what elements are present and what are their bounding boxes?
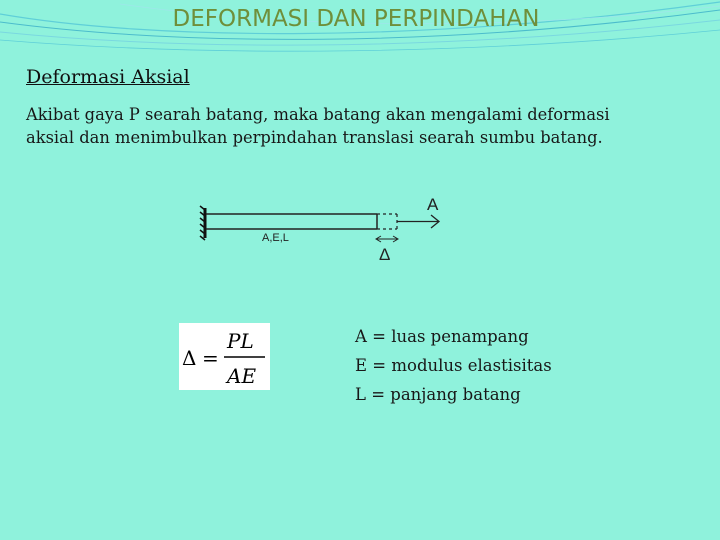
- body-line-1: Akibat gaya P searah batang, maka batang akan mengalami deformasi: [26, 105, 610, 124]
- formula-denominator: AE: [227, 364, 257, 388]
- bar: [206, 214, 377, 229]
- force-label: A: [427, 195, 439, 214]
- deformed-end-dashed: [377, 214, 397, 229]
- formula-svg: [179, 323, 270, 390]
- definition-item: L = panjang batang: [355, 385, 521, 404]
- formula-equals: =: [202, 346, 219, 370]
- slide-title: DEFORMASI DAN PERPINDAHAN: [172, 6, 540, 32]
- definition-item: A = luas penampang: [355, 327, 529, 346]
- fixed-support: [200, 206, 205, 240]
- variable-definitions: [355, 322, 552, 409]
- definition-item: E = modulus elastisitas: [355, 356, 552, 375]
- bar-properties-label: A,E,L: [262, 232, 289, 244]
- body-paragraph: [26, 103, 698, 149]
- section-heading: Deformasi Aksial: [26, 66, 190, 88]
- axial-bar-diagram: [190, 186, 460, 266]
- displacement-arrow: [376, 236, 398, 242]
- displacement-label: Δ: [379, 245, 391, 264]
- deformation-formula: [179, 323, 270, 390]
- body-line-2: aksial dan menimbulkan perpindahan translasi searah sumbu batang.: [26, 128, 603, 147]
- formula-lhs: Δ: [182, 346, 197, 370]
- force-arrow: [397, 215, 439, 228]
- formula-numerator: PL: [227, 329, 254, 353]
